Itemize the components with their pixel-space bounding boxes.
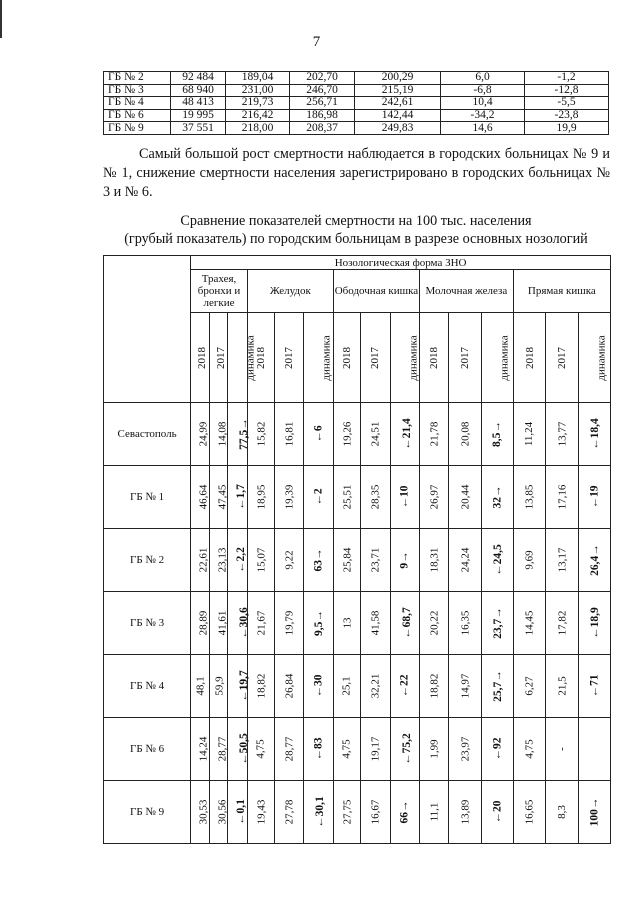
year-2017-header: 2017	[546, 313, 579, 403]
value-cell: 26,84	[275, 655, 304, 718]
dynamics-header: динамика	[579, 313, 611, 403]
year-2017-header: 2017	[209, 313, 228, 403]
main-header: Нозологическая форма ЗНО	[191, 256, 611, 270]
value-cell: -5,5	[525, 97, 609, 110]
value-cell: 14,6	[441, 122, 525, 135]
value-cell: 202,70	[290, 72, 355, 85]
value-cell: 8,3	[546, 781, 579, 844]
value-cell: 26,97	[419, 466, 448, 529]
dynamics-header: динамика	[304, 313, 333, 403]
value-cell: 200,29	[355, 72, 441, 85]
value-cell: 231,00	[226, 84, 290, 97]
group-stomach: Желудок	[247, 270, 333, 313]
value-cell: 28,77	[209, 718, 228, 781]
value-cell: 20,44	[449, 466, 482, 529]
dynamics-cell: ←6	[304, 403, 333, 466]
table-row	[104, 592, 611, 655]
table-row	[104, 655, 611, 718]
value-cell: 10,4	[441, 97, 525, 110]
value-cell: 186,98	[290, 109, 355, 122]
value-cell: 18,82	[247, 655, 274, 718]
group-rectum: Прямая кишка	[513, 270, 610, 313]
value-cell: 48,1	[191, 655, 210, 718]
value-cell: 18,95	[247, 466, 274, 529]
value-cell: 19,9	[525, 122, 609, 135]
dynamics-cell: ←92	[482, 718, 514, 781]
value-cell: 21,78	[419, 403, 448, 466]
dynamics-cell: 9→	[390, 529, 419, 592]
table-row	[104, 718, 611, 781]
region-name: ГБ № 9	[104, 781, 191, 844]
value-cell: 208,37	[290, 122, 355, 135]
value-cell: 17,82	[546, 592, 579, 655]
region-name: ГБ № 1	[104, 466, 191, 529]
dynamics-cell: ←50,5	[228, 718, 248, 781]
year-2017-header: 2017	[275, 313, 304, 403]
value-cell: 16,67	[361, 781, 390, 844]
dynamics-cell: ←68,7	[390, 592, 419, 655]
value-cell: 25,84	[333, 529, 360, 592]
table-row	[104, 403, 611, 466]
value-cell: 249,83	[355, 122, 441, 135]
value-cell: 32,21	[361, 655, 390, 718]
value-cell: 46,64	[191, 466, 210, 529]
table-caption-line-2: (грубый показатель) по городским больницам в разрезе основных нозологий	[124, 231, 588, 247]
value-cell: 25,1	[333, 655, 360, 718]
table-caption-line-1: Сравнение показателей смертности на 100 тыс. населения	[180, 213, 532, 229]
value-cell: 22,61	[191, 529, 210, 592]
value-cell: 68 940	[171, 84, 226, 97]
value-cell: 11,24	[513, 403, 546, 466]
value-cell: 18,82	[419, 655, 448, 718]
year-2017-header: 2017	[361, 313, 390, 403]
value-cell: 20,22	[419, 592, 448, 655]
dynamics-cell: ←18,9	[579, 592, 611, 655]
page-number: 7	[312, 34, 321, 50]
table-row	[104, 72, 609, 85]
value-cell: 4,75	[513, 718, 546, 781]
region-name: ГБ № 2	[104, 529, 191, 592]
value-cell: 13	[333, 592, 360, 655]
value-cell: 19,39	[275, 466, 304, 529]
value-cell: 41,61	[209, 592, 228, 655]
region-name: Севастополь	[104, 403, 191, 466]
value-cell: 14,24	[191, 718, 210, 781]
value-cell: 19 995	[171, 109, 226, 122]
hospital-name: ГБ № 4	[104, 97, 171, 110]
dynamics-cell: ←30	[304, 655, 333, 718]
value-cell: -23,8	[525, 109, 609, 122]
year-2018-header: 2018	[247, 313, 274, 403]
dynamics-cell: ←30,1	[304, 781, 333, 844]
dynamics-cell: ←21,4	[390, 403, 419, 466]
value-cell: 16,35	[449, 592, 482, 655]
value-cell: 4,75	[333, 718, 360, 781]
dynamics-cell: 26,4→	[579, 529, 611, 592]
value-cell: 27,78	[275, 781, 304, 844]
value-cell: 21,5	[546, 655, 579, 718]
value-cell: 27,75	[333, 781, 360, 844]
value-cell: 16,65	[513, 781, 546, 844]
table-row	[104, 109, 609, 122]
dynamics-cell: 8,5→	[482, 403, 514, 466]
dynamics-cell: ←0,1	[228, 781, 248, 844]
year-2018-header: 2018	[513, 313, 546, 403]
hospital-name: ГБ № 9	[104, 122, 171, 135]
value-cell: 6,0	[441, 72, 525, 85]
nosology-comparison-table	[103, 255, 611, 844]
dynamics-cell: ←71	[579, 655, 611, 718]
value-cell: 21,67	[247, 592, 274, 655]
value-cell: 25,51	[333, 466, 360, 529]
table-row	[104, 122, 609, 135]
value-cell: 28,35	[361, 466, 390, 529]
hospital-name: ГБ № 6	[104, 109, 171, 122]
value-cell: 16,81	[275, 403, 304, 466]
dynamics-cell: ←75,2	[390, 718, 419, 781]
table-row	[104, 529, 611, 592]
hospital-mortality-table	[103, 71, 609, 135]
year-2018-header: 2018	[191, 313, 210, 403]
value-cell: 20,08	[449, 403, 482, 466]
value-cell: 216,42	[226, 109, 290, 122]
value-cell: 189,04	[226, 72, 290, 85]
dynamics-cell: ←10	[390, 466, 419, 529]
value-cell: 28,89	[191, 592, 210, 655]
group-trachea-lungs: Трахея, бронхи и легкие	[191, 270, 248, 313]
value-cell: 13,17	[546, 529, 579, 592]
dynamics-cell: ←83	[304, 718, 333, 781]
dynamics-header: динамика	[228, 313, 248, 403]
value-cell: 41,58	[361, 592, 390, 655]
value-cell: 19,17	[361, 718, 390, 781]
dynamics-cell: ←20	[482, 781, 514, 844]
year-2017-header: 2017	[449, 313, 482, 403]
dynamics-cell: 66→	[390, 781, 419, 844]
value-cell: 219,73	[226, 97, 290, 110]
dynamics-cell: 32→	[482, 466, 514, 529]
value-cell: 4,75	[247, 718, 274, 781]
value-cell: 23,97	[449, 718, 482, 781]
value-cell: -	[546, 718, 579, 781]
dynamics-cell: 23,7→	[482, 592, 514, 655]
value-cell: 14,08	[209, 403, 228, 466]
dynamics-header: динамика	[390, 313, 419, 403]
value-cell: 13,77	[546, 403, 579, 466]
value-cell: 19,26	[333, 403, 360, 466]
dynamics-cell: ←24,5	[482, 529, 514, 592]
dynamics-cell: 9,5→	[304, 592, 333, 655]
dynamics-cell: ←19	[579, 466, 611, 529]
summary-paragraph: Самый большой рост смертности наблюдается в городских больницах № 9 и № 1, снижение смертности населения зарегистрировано в городских больницах № 3 и № 6.	[103, 146, 610, 200]
value-cell: 47,45	[209, 466, 228, 529]
value-cell: 246,70	[290, 84, 355, 97]
dynamics-cell: ←18,4	[579, 403, 611, 466]
value-cell: 1,99	[419, 718, 448, 781]
year-2018-header: 2018	[333, 313, 360, 403]
value-cell: 59,9	[209, 655, 228, 718]
value-cell: 9,69	[513, 529, 546, 592]
region-name: ГБ № 3	[104, 592, 191, 655]
value-cell: 92 484	[171, 72, 226, 85]
table-row	[104, 781, 611, 844]
value-cell: 142,44	[355, 109, 441, 122]
dynamics-cell	[579, 718, 611, 781]
value-cell: 48 413	[171, 97, 226, 110]
value-cell: 24,51	[361, 403, 390, 466]
value-cell: 24,24	[449, 529, 482, 592]
value-cell: -34,2	[441, 109, 525, 122]
value-cell: 15,82	[247, 403, 274, 466]
value-cell: 17,16	[546, 466, 579, 529]
value-cell: 242,61	[355, 97, 441, 110]
value-cell: 13,85	[513, 466, 546, 529]
dynamics-cell: ←30,6	[228, 592, 248, 655]
value-cell: 30,56	[209, 781, 228, 844]
region-name: ГБ № 6	[104, 718, 191, 781]
dynamics-cell: ←2	[304, 466, 333, 529]
value-cell: 24,99	[191, 403, 210, 466]
value-cell: 215,19	[355, 84, 441, 97]
corner-cell	[104, 256, 191, 403]
value-cell: 19,43	[247, 781, 274, 844]
value-cell: 30,53	[191, 781, 210, 844]
value-cell: 37 551	[171, 122, 226, 135]
value-cell: 256,71	[290, 97, 355, 110]
value-cell: -1,2	[525, 72, 609, 85]
value-cell: 19,79	[275, 592, 304, 655]
dynamics-cell: 77,5→	[228, 403, 248, 466]
dynamics-header: динамика	[482, 313, 514, 403]
value-cell: 23,71	[361, 529, 390, 592]
value-cell: 218,00	[226, 122, 290, 135]
value-cell: 18,31	[419, 529, 448, 592]
table-row	[104, 466, 611, 529]
value-cell: -12,8	[525, 84, 609, 97]
table-row	[104, 97, 609, 110]
dynamics-cell: 100→	[579, 781, 611, 844]
dynamics-cell: ←19,7	[228, 655, 248, 718]
hospital-name: ГБ № 2	[104, 72, 171, 85]
value-cell: 13,89	[449, 781, 482, 844]
group-colon: Ободочная кишка	[333, 270, 419, 313]
value-cell: 14,97	[449, 655, 482, 718]
value-cell: 6,27	[513, 655, 546, 718]
table-row	[104, 84, 609, 97]
value-cell: 14,45	[513, 592, 546, 655]
dynamics-cell: 63→	[304, 529, 333, 592]
value-cell: 23,13	[209, 529, 228, 592]
page-edge-mark	[0, 0, 2, 38]
value-cell: 11,1	[419, 781, 448, 844]
value-cell: 9,22	[275, 529, 304, 592]
hospital-name: ГБ № 3	[104, 84, 171, 97]
dynamics-cell: ←22	[390, 655, 419, 718]
value-cell: 15,07	[247, 529, 274, 592]
year-2018-header: 2018	[419, 313, 448, 403]
dynamics-cell: ←2,2	[228, 529, 248, 592]
region-name: ГБ № 4	[104, 655, 191, 718]
dynamics-cell: ←1,7	[228, 466, 248, 529]
value-cell: -6,8	[441, 84, 525, 97]
group-breast: Молочная железа	[419, 270, 513, 313]
value-cell: 28,77	[275, 718, 304, 781]
dynamics-cell: 25,7→	[482, 655, 514, 718]
